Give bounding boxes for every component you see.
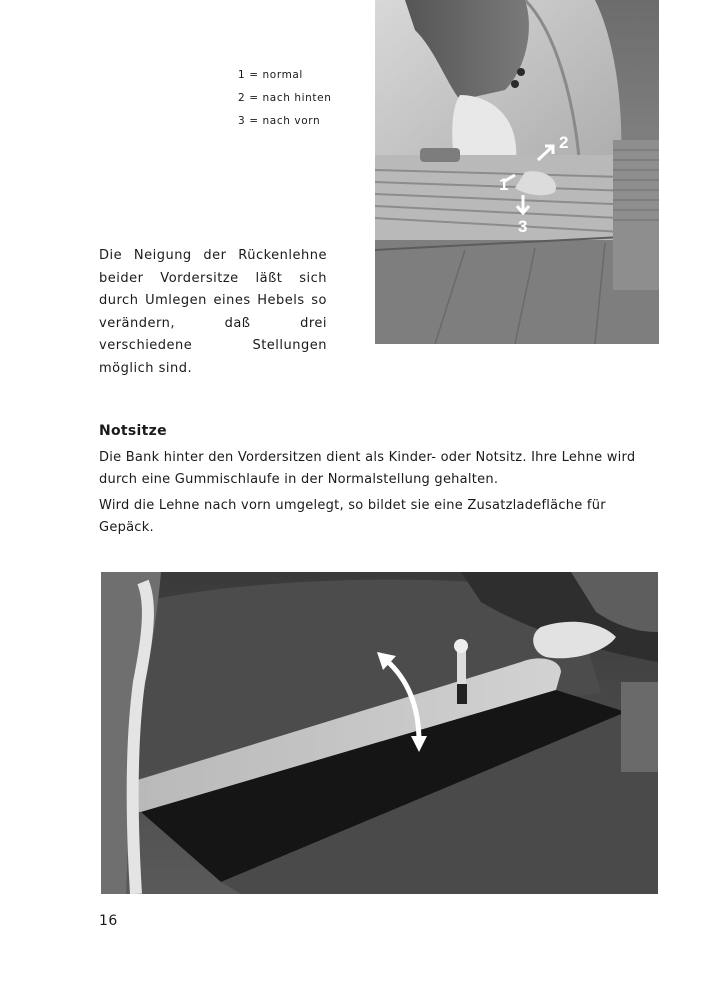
- legend-item-back: 2 = nach hinten: [238, 92, 332, 104]
- label-1: 1: [499, 175, 509, 194]
- legend: [238, 64, 331, 133]
- rear-bench-illustration: [101, 572, 658, 894]
- label-3: 3: [518, 217, 528, 236]
- seat-lever-illustration: [375, 0, 659, 344]
- photo-rear-bench: [101, 572, 658, 894]
- photo-seat-lever: [375, 0, 659, 344]
- section-heading: Notsitze: [99, 423, 167, 439]
- legend-item-forward: 3 = nach vorn: [238, 115, 321, 127]
- label-2: 2: [559, 133, 569, 152]
- section-body: [99, 447, 660, 539]
- legend-item-normal: 1 = normal: [238, 69, 303, 81]
- seat-tilt-paragraph: Die Neigung der Rückenlehne beider Vordersitze läßt sich durch Umlegen eines Hebels so verändern, daß drei verschiedene Stellungen möglich sind.: [99, 248, 327, 376]
- body-paragraph-1: Die Bank hinter den Vordersitzen dient als Kinder- oder Notsitz. Ihre Lehne wird durch eine Gummischlaufe in der Normalstellung gehalten.: [99, 450, 636, 487]
- page-number: 16: [99, 913, 118, 929]
- body-paragraph-2: Wird die Lehne nach vorn umgelegt, so bildet sie eine Zusatzladefläche für Gepäck.: [99, 498, 606, 535]
